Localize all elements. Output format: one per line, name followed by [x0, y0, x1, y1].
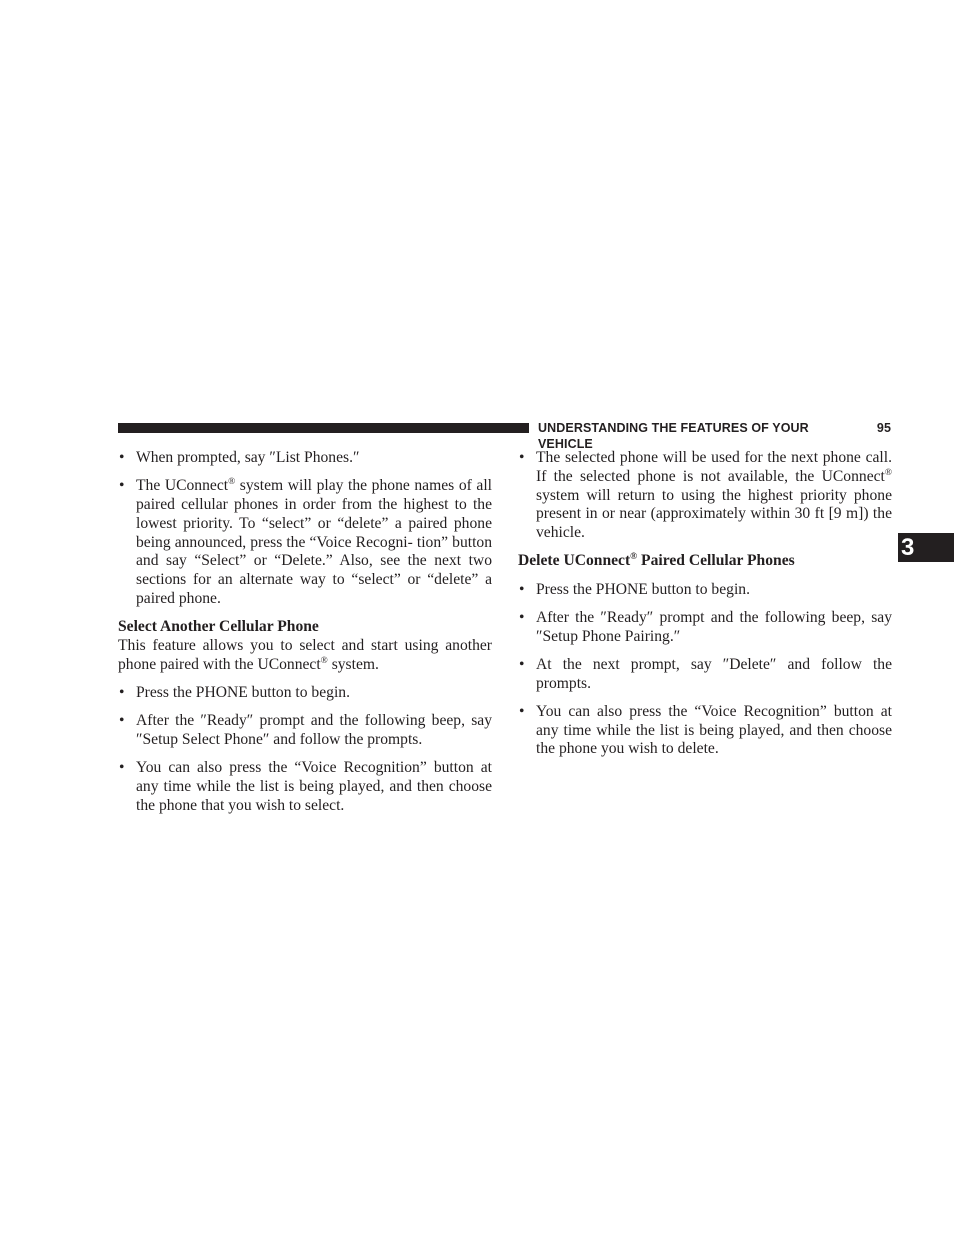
list-item: • After the ″Ready″ prompt and the following beep, say ″Setup Phone Pairing.″	[518, 609, 892, 647]
list-item: • You can also press the “Voice Recognition” button at any time while the list is being played, and then choose the phone that you wish to select.	[118, 759, 492, 815]
list-item: • Press the PHONE button to begin.	[518, 581, 892, 600]
list-item: • At the next prompt, say ″Delete″ and follow the prompts.	[518, 656, 892, 694]
chapter-tab: 3	[898, 533, 954, 562]
running-head-title: UNDERSTANDING THE FEATURES OF YOUR VEHICLE	[538, 421, 809, 451]
list-item: • You can also press the “Voice Recognition” button at any time while the list is being played, and then choose the phone you wish to delete.	[518, 703, 892, 759]
delete-phone-steps	[518, 581, 892, 760]
list-item: • When prompted, say ″List Phones.″	[118, 449, 492, 468]
left-intro-list	[118, 449, 492, 609]
section-paragraph: This feature allows you to select and start using another phone paired with the UConnect® system.	[118, 636, 492, 673]
left-column	[118, 449, 492, 825]
list-item: • After the ″Ready″ prompt and the following beep, say ″Setup Select Phone″ and follow the prompts.	[118, 712, 492, 750]
page-number: 95	[876, 421, 891, 435]
select-phone-steps	[118, 684, 492, 816]
right-column	[518, 449, 892, 769]
section-heading-delete-phones: Delete UConnect® Paired Cellular Phones	[518, 552, 795, 570]
running-head	[538, 420, 891, 452]
list-item: • Press the PHONE button to begin.	[118, 684, 492, 703]
list-item: • The UConnect® system will play the phone names of all paired cellular phones in order from the highest to the lowest priority. To “select” or “delete” a paired phone being announced, press the “Voice Recogni- tion” button and say “Select” or “Delete.” Also, see the next two sections for an alternate way to “select” or “delete” a paired phone.	[118, 477, 492, 609]
section-heading-select-phone: Select Another Cellular Phone	[118, 618, 319, 636]
right-intro-list	[518, 449, 892, 543]
list-item: • The selected phone will be used for the next phone call. If the selected phone is not available, the UConnect® system will return to using the highest priority phone present in or near (approximately within 30 ft [9 m]) the vehicle.	[518, 449, 892, 543]
header-rule	[118, 423, 529, 433]
